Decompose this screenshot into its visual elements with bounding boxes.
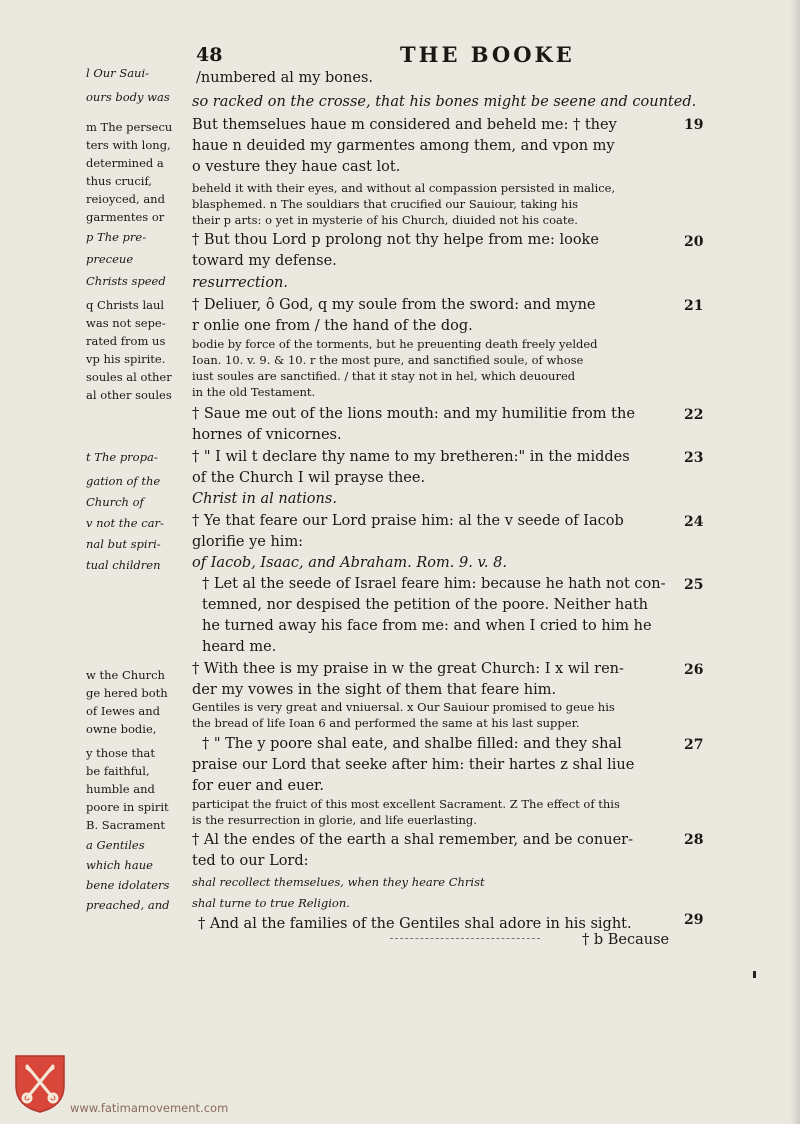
verse-number: 22 <box>684 407 704 423</box>
text-line: he turned away his face from me: and when I cried to him he <box>202 618 652 634</box>
text-line: shal turne to true Religion. <box>192 896 350 910</box>
side-note-line: al other soules <box>86 388 172 402</box>
side-note-line: Christs speed <box>86 274 166 288</box>
papal-keys-logo-icon <box>12 1052 68 1114</box>
text-line: in the old Testament. <box>192 385 316 399</box>
running-head: THE BOOKE <box>400 42 575 67</box>
side-note-line: of Iewes and <box>86 704 161 718</box>
text-line: is the resurrection in glorie, and life euerlasting. <box>192 813 477 827</box>
side-note-line: humble and <box>86 782 155 796</box>
verse-number: 26 <box>684 662 704 678</box>
side-note-line: nal but spiri- <box>86 537 161 551</box>
verse-number: 29 <box>684 912 704 928</box>
text-line: † Saue me out of the lions mouth: and my humilitie from the <box>192 406 635 422</box>
side-note-line: l Our Saui- <box>86 66 150 80</box>
side-note-line: soules al other <box>86 370 172 384</box>
verse-number: 24 <box>684 514 704 530</box>
verse-number: 25 <box>684 577 704 593</box>
text-line: heard me. <box>202 639 277 655</box>
text-line: But themselues haue m considered and beheld me: † they <box>192 117 617 133</box>
text-line: r onlie one from / the hand of the dog. <box>192 318 473 334</box>
side-note-line: was not sepe- <box>86 316 166 330</box>
text-line: Christ in al nations. <box>192 491 337 507</box>
footer-url[interactable]: www.fatimamovement.com <box>70 1101 229 1115</box>
text-line: shal recollect themselues, when they heare Christ <box>192 875 485 889</box>
text-line: their p arts: o yet in mysterie of his Church, diuided not his coate. <box>192 213 578 227</box>
text-line: glorifie ye him: <box>192 534 304 550</box>
text-line: † Ye that feare our Lord praise him: al the v seede of Iacob <box>192 513 624 529</box>
ink-speck <box>753 971 756 978</box>
page-number: 48 <box>196 44 223 66</box>
verse-number: 20 <box>684 234 704 250</box>
side-note-line: rated from us <box>86 334 166 348</box>
verse-number: 28 <box>684 832 704 848</box>
catchword: † b Because <box>582 932 670 948</box>
text-line: blasphemed. n The souldiars that crucified our Sauiour, taking his <box>192 197 579 211</box>
side-note-line: thus crucif, <box>86 174 152 188</box>
side-note-line: garmentes or <box>86 210 165 224</box>
text-line: so racked on the crosse, that his bones might be seene and counted. <box>192 94 697 110</box>
text-line: Gentiles is very great and vniuersal. x Our Sauiour promised to geue his <box>192 700 615 714</box>
text-line: /numbered al my bones. <box>196 70 374 86</box>
side-note-line: owne bodie, <box>86 722 157 736</box>
text-line: † " The y poore shal eate, and shalbe filled: and they shal <box>202 736 622 752</box>
side-note-line: w the Church <box>86 668 165 682</box>
verse-number: 23 <box>684 450 704 466</box>
text-line: resurrection. <box>192 275 288 291</box>
side-note-line: be faithful, <box>86 764 150 778</box>
side-note-line: which haue <box>86 858 153 872</box>
page-edge-shadow <box>790 0 800 1124</box>
verse-number: 21 <box>684 298 704 314</box>
side-note-line: p The pre- <box>86 230 147 244</box>
side-note-line: poore in spirit <box>86 800 169 814</box>
side-note-line: Church of <box>86 495 144 509</box>
side-note-line: determined a <box>86 156 164 170</box>
text-line: temned, nor despised the petition of the poore. Neither hath <box>202 597 649 613</box>
text-line: for euer and euer. <box>192 778 325 794</box>
side-note-line: vp his spirite. <box>86 352 166 366</box>
text-line: † Al the endes of the earth a shal remember, and be conuer- <box>192 832 633 848</box>
text-line: † Let al the seede of Israel feare him: because he hath not con- <box>202 576 666 592</box>
text-line: haue n deuided my garmentes among them, and vpon my <box>192 138 615 154</box>
side-note-line: ters with long, <box>86 138 171 152</box>
text-line: beheld it with their eyes, and without al compassion persisted in malice, <box>192 181 616 195</box>
text-line: hornes of vnicornes. <box>192 427 342 443</box>
text-line: of Iacob, Isaac, and Abraham. Rom. 9. v. 8. <box>192 555 507 571</box>
text-line: † But thou Lord p prolong not thy helpe from me: looke <box>192 232 599 248</box>
side-note-line: y those that <box>86 746 155 760</box>
text-line: toward my defense. <box>192 253 337 269</box>
side-note-line: preceue <box>86 252 134 266</box>
side-note-line: gation of the <box>86 474 161 488</box>
side-note-line: ge hered both <box>86 686 168 700</box>
verse-number: 19 <box>684 117 704 133</box>
side-note-line: bene idolaters <box>86 878 170 892</box>
text-line: praise our Lord that seeke after him: their hartes z shal liue <box>192 757 635 773</box>
side-note-line: v not the car- <box>86 516 164 530</box>
text-line: † With thee is my praise in w the great Church: I x wil ren- <box>192 661 624 677</box>
dashed-rule <box>390 938 540 939</box>
side-note-line: tual children <box>86 558 161 572</box>
text-line: † Deliuer, ô God, q my soule from the sword: and myne <box>192 297 596 313</box>
text-line: † " I wil t declare thy name to my bretheren:" in the middes <box>192 449 630 465</box>
side-note-line: m The persecu <box>86 120 173 134</box>
side-note-line: q Christs laul <box>86 298 165 312</box>
text-line: of the Church I wil prayse thee. <box>192 470 426 486</box>
text-line: o vesture they haue cast lot. <box>192 159 401 175</box>
text-line: der my vowes in the sight of them that feare him. <box>192 682 557 698</box>
side-note-line: B. Sacrament <box>86 818 166 832</box>
text-line: † And al the families of the Gentiles shal adore in his sight. <box>198 916 632 932</box>
side-note-line: reioyced, and <box>86 192 165 206</box>
text-line: bodie by force of the torments, but he preuenting death freely yelded <box>192 337 598 351</box>
side-note-line: ours body was <box>86 90 170 104</box>
side-note-line: a Gentiles <box>86 838 145 852</box>
text-line: participat the fruict of this most excellent Sacrament. Z The effect of this <box>192 797 620 811</box>
side-note-line: t The propa- <box>86 450 158 464</box>
text-line: the bread of life Ioan 6 and performed the same at his last supper. <box>192 716 580 730</box>
verse-number: 27 <box>684 737 704 753</box>
text-line: ted to our Lord: <box>192 853 309 869</box>
text-line: iust soules are sanctified. / that it stay not in hel, which deuoured <box>192 369 576 383</box>
side-note-line: preached, and <box>86 898 170 912</box>
text-line: Ioan. 10. v. 9. & 10. r the most pure, and sanctified soule, of whose <box>192 353 584 367</box>
